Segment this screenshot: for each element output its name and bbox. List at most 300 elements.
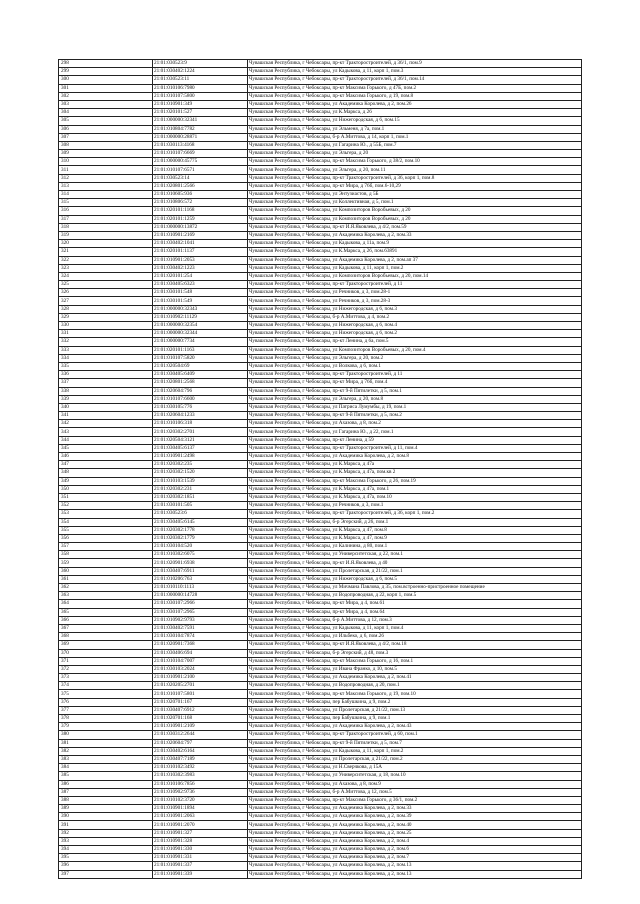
address-cell: Чувашская Республика, г Чебоксары, ул Эльгера, д 20, пом.8 — [248, 395, 582, 403]
cadastral-number-cell: 21:01:010106:7856 — [153, 780, 248, 788]
address-cell: Чувашская Республика, г Чебоксары, ул Ильбеко, д 6, пом.26 — [248, 633, 582, 641]
table-row — [59, 485, 582, 493]
cadastral-number-cell: 21:01:000000:32343 — [153, 305, 248, 313]
address-cell: Чувашская Республика, г Чебоксары, ул Волкова, д 6, пом.1 — [248, 362, 582, 370]
table-row — [59, 510, 582, 518]
row-number-cell: 369 — [59, 641, 153, 649]
address-cell: Чувашская Республика, г Чебоксары, пр-кт Тракторостроителей, д 36/1, пом.9 — [248, 60, 582, 68]
cadastral-number-cell: 21:01:020302:1851 — [153, 493, 248, 501]
address-cell: Чувашская Республика, г Чебоксары, ул Гагарина Ю., д 55Б, пом.7 — [248, 141, 582, 149]
cadastral-number-cell: 21:01:020801:2566 — [153, 182, 248, 190]
row-number-cell: 309 — [59, 150, 153, 158]
table-row — [59, 109, 582, 117]
address-cell: Чувашская Республика, г Чебоксары, ул Эльменя, д 7а, пом.1 — [248, 125, 582, 133]
table-row — [59, 870, 582, 878]
table-row — [59, 133, 582, 141]
cadastral-number-cell: 21:01:030107:2966 — [153, 600, 248, 608]
cadastral-number-cell: 21:01:030113:4168 — [153, 141, 248, 149]
table-row — [59, 813, 582, 821]
address-cell: Чувашская Республика, г Чебоксары, пр-кт Максима Горького, д 38/2, пом.10 — [248, 158, 582, 166]
row-number-cell: 379 — [59, 723, 153, 731]
table-row — [59, 289, 582, 297]
row-number-cell: 349 — [59, 477, 153, 485]
table-row — [59, 731, 582, 739]
table-row — [59, 256, 582, 264]
row-number-cell: 315 — [59, 199, 153, 207]
address-cell: Чувашская Республика, г Чебоксары, ул К.Маркса, д 47, пом.9 — [248, 534, 582, 542]
row-number-cell: 370 — [59, 649, 153, 657]
table-row — [59, 559, 582, 567]
address-cell: Чувашская Республика, г Чебоксары, ул Пролетарская, д 21/22, пом.1 — [248, 567, 582, 575]
cadastral-number-cell: 21:01:030402:1041 — [153, 240, 248, 248]
row-number-cell: 326 — [59, 289, 153, 297]
table-row — [59, 379, 582, 387]
table-row — [59, 158, 582, 166]
table-row — [59, 624, 582, 632]
address-cell: Чувашская Республика, г Чебоксары, ул К.Маркса, д 47а, пом.кв 2 — [248, 469, 582, 477]
row-number-cell: 340 — [59, 403, 153, 411]
property-table-body — [59, 60, 582, 879]
row-number-cell: 368 — [59, 633, 153, 641]
row-number-cell: 361 — [59, 575, 153, 583]
table-row — [59, 223, 582, 231]
row-number-cell: 355 — [59, 526, 153, 534]
cadastral-number-cell: 21:01:010804:7782 — [153, 125, 248, 133]
row-number-cell: 317 — [59, 215, 153, 223]
row-number-cell: 308 — [59, 141, 153, 149]
table-row — [59, 493, 582, 501]
cadastral-number-cell: 21:01:030523:11 — [153, 76, 248, 84]
table-row — [59, 477, 582, 485]
cadastral-number-cell: 21:01:010902:9793 — [153, 616, 248, 624]
address-cell: Чувашская Республика, г Чебоксары, ул Композиторов Воробьевых, д 20 — [248, 207, 582, 215]
address-cell: Чувашская Республика, г Чебоксары, пр-кт Максима Горького, д 19, пом.8 — [248, 92, 582, 100]
address-cell: Чувашская Республика, г Чебоксары, пр-кт Максима Горького, д 36/1, пом.2 — [248, 796, 582, 804]
table-row — [59, 747, 582, 755]
row-number-cell: 374 — [59, 682, 153, 690]
table-row — [59, 518, 582, 526]
address-cell: Чувашская Республика, г Чебоксары, ул Академика Королева, д 2, пом.39 — [248, 813, 582, 821]
table-row — [59, 141, 582, 149]
cadastral-number-cell: 21:01:010901:330 — [153, 846, 248, 854]
row-number-cell: 331 — [59, 330, 153, 338]
cadastral-number-cell: 21:01:030101:505 — [153, 502, 248, 510]
address-cell: Чувашская Республика, г Чебоксары, ул Энтузиастов, д 5Б — [248, 191, 582, 199]
table-row — [59, 723, 582, 731]
row-number-cell: 386 — [59, 780, 153, 788]
address-cell: Чувашская Республика, г Чебоксары, ул Композиторов Воробьевых, д 20, пом.4 — [248, 346, 582, 354]
row-number-cell: 321 — [59, 248, 153, 256]
cadastral-number-cell: 21:01:010605:936 — [153, 191, 248, 199]
cadastral-number-cell: 21:01:020205:2701 — [153, 682, 248, 690]
table-row — [59, 772, 582, 780]
row-number-cell: 353 — [59, 510, 153, 518]
table-row — [59, 346, 582, 354]
address-cell: Чувашская Республика, г Чебоксары, ул Эльгера, д 20, пом.2 — [248, 354, 582, 362]
row-number-cell: 300 — [59, 76, 153, 84]
table-row — [59, 231, 582, 239]
address-cell: Чувашская Республика, г Чебоксары, б-р А.Миттова, д 12, пом.3 — [248, 616, 582, 624]
cadastral-number-cell: 21:01:020302:1779 — [153, 534, 248, 542]
row-number-cell: 335 — [59, 362, 153, 370]
address-cell: Чувашская Республика, г Чебоксары, ул Эльгера, д 20, пом.11 — [248, 166, 582, 174]
table-row — [59, 272, 582, 280]
row-number-cell: 380 — [59, 731, 153, 739]
cadastral-number-cell: 21:01:010901:2109 — [153, 723, 248, 731]
address-cell: Чувашская Республика, г Чебоксары, ул К.Маркса, д 26, пом.63891 — [248, 248, 582, 256]
row-number-cell: 359 — [59, 559, 153, 567]
table-row — [59, 100, 582, 108]
table-row — [59, 805, 582, 813]
row-number-cell: 305 — [59, 117, 153, 125]
table-row — [59, 690, 582, 698]
row-number-cell: 362 — [59, 584, 153, 592]
table-row — [59, 264, 582, 272]
address-cell: Чувашская Республика, г Чебоксары, ул Ивана Франко, д 10, пом.5 — [248, 665, 582, 673]
cadastral-number-cell: 21:01:030405:6409 — [153, 371, 248, 379]
cadastral-number-cell: 21:01:010106:7980 — [153, 84, 248, 92]
address-cell: Чувашская Республика, г Чебоксары, ул Коллективная, д 5, пом.1 — [248, 199, 582, 207]
address-cell: Чувашская Республика, г Чебоксары, пр-кт Максима Горького, д 16, пом.1 — [248, 657, 582, 665]
table-row — [59, 715, 582, 723]
row-number-cell: 376 — [59, 698, 153, 706]
row-number-cell: 320 — [59, 240, 153, 248]
address-cell: Чувашская Республика, г Чебоксары, ул Композиторов Воробьевых, д 20, пом.14 — [248, 272, 582, 280]
row-number-cell: 360 — [59, 567, 153, 575]
address-cell: Чувашская Республика, г Чебоксары, ул Водопроводная, д 22, корп 1, пом.5 — [248, 592, 582, 600]
cadastral-number-cell: 21:01:030405:6137 — [153, 444, 248, 452]
address-cell: Чувашская Республика, г Чебоксары, ул Эльгера, д 20 — [248, 150, 582, 158]
row-number-cell: 395 — [59, 854, 153, 862]
row-number-cell: 306 — [59, 125, 153, 133]
table-row — [59, 305, 582, 313]
cadastral-number-cell: 21:01:020101:527 — [153, 109, 248, 117]
address-cell: Чувашская Республика, г Чебоксары, ул Академика Королева, д 2, пом.6 — [248, 846, 582, 854]
row-number-cell: 299 — [59, 68, 153, 76]
cadastral-number-cell: 21:01:000000:28871 — [153, 133, 248, 141]
cadastral-number-cell: 21:01:010901:339 — [153, 870, 248, 878]
address-cell: Чувашская Республика, г Чебоксары, б-р Эгерский, д 48, пом.3 — [248, 649, 582, 657]
table-row — [59, 354, 582, 362]
address-cell: Чувашская Республика, г Чебоксары, ул Нижегородская, д 6, пом.2 — [248, 330, 582, 338]
row-number-cell: 382 — [59, 747, 153, 755]
row-number-cell: 387 — [59, 788, 153, 796]
address-cell: Чувашская Республика, г Чебоксары, пр-кт Максима Горького, д 19, пом.10 — [248, 690, 582, 698]
cadastral-number-cell: 21:01:020101:1259 — [153, 215, 248, 223]
row-number-cell: 397 — [59, 870, 153, 878]
address-cell: Чувашская Республика, г Чебоксары, ул Речников, д 3, пом.28-3 — [248, 297, 582, 305]
address-cell: Чувашская Республика, г Чебоксары, ул Н.Сверчкова, д 15А — [248, 764, 582, 772]
address-cell: Чувашская Республика, г Чебоксары, ул Академика Королева, д 2, пом.25 — [248, 829, 582, 837]
cadastral-number-cell: 21:01:010107:6600 — [153, 395, 248, 403]
row-number-cell: 364 — [59, 600, 153, 608]
table-row — [59, 837, 582, 845]
cadastral-number-cell: 21:01:010102:3720 — [153, 796, 248, 804]
cadastral-number-cell: 21:01:010901:2498 — [153, 453, 248, 461]
address-cell: Чувашская Республика, г Чебоксары, ул Университетская, д 18, пом.10 — [248, 772, 582, 780]
cadastral-number-cell: 21:01:020604:797 — [153, 739, 248, 747]
row-number-cell: 329 — [59, 313, 153, 321]
cadastral-number-cell: 21:01:020101:254 — [153, 272, 248, 280]
cadastral-number-cell: 21:01:010901:328 — [153, 837, 248, 845]
table-row — [59, 191, 582, 199]
cadastral-number-cell: 21:01:030407:6912 — [153, 706, 248, 714]
row-number-cell: 385 — [59, 772, 153, 780]
row-number-cell: 341 — [59, 412, 153, 420]
table-row — [59, 215, 582, 223]
table-row — [59, 117, 582, 125]
table-row — [59, 469, 582, 477]
row-number-cell: 336 — [59, 371, 153, 379]
table-row — [59, 584, 582, 592]
address-cell: Чувашская Республика, г Чебоксары, ул Нижегородская, д 6, пом.4 — [248, 322, 582, 330]
table-row — [59, 764, 582, 772]
row-number-cell: 323 — [59, 264, 153, 272]
cadastral-number-cell: 21:01:030407:6911 — [153, 567, 248, 575]
row-number-cell: 363 — [59, 592, 153, 600]
cadastral-number-cell: 21:01:010901:2169 — [153, 231, 248, 239]
cadastral-number-cell: 21:01:010106:318 — [153, 420, 248, 428]
table-row — [59, 829, 582, 837]
address-cell: Чувашская Республика, г Чебоксары, ул Академика Королева, д 2, пом.40 — [248, 821, 582, 829]
address-cell: Чувашская Республика, г Чебоксары, ул Академика Королева, д 2, пом.33 — [248, 231, 582, 239]
cadastral-number-cell: 21:01:030103:2024 — [153, 665, 248, 673]
table-row — [59, 567, 582, 575]
address-cell: Чувашская Республика, г Чебоксары, пр-кт Мира, д 76б, пом.4 — [248, 379, 582, 387]
address-cell: Чувашская Республика, г Чебоксары, пр-кт Мира, д 76б, пом.6-10,29 — [248, 182, 582, 190]
table-row — [59, 502, 582, 510]
cadastral-number-cell: 21:01:010302:6075 — [153, 551, 248, 559]
cadastral-number-cell: 21:01:020604:1233 — [153, 412, 248, 420]
address-cell: Чувашская Республика, г Чебоксары, ул Академика Королева, д 2, пом.13 — [248, 862, 582, 870]
row-number-cell: 310 — [59, 158, 153, 166]
cadastral-number-cell: 21:01:030312:2644 — [153, 731, 248, 739]
cadastral-number-cell: 21:01:010103:1539 — [153, 477, 248, 485]
address-cell: Чувашская Республика, г Чебоксары, ул Композиторов Воробьевых, д 20 — [248, 215, 582, 223]
cadastral-number-cell: 21:01:020101:1168 — [153, 207, 248, 215]
address-cell: Чувашская Республика, г Чебоксары, ул К.Маркса, д 47а, пом.1 — [248, 485, 582, 493]
table-row — [59, 182, 582, 190]
address-cell: Чувашская Республика, г Чебоксары, ул Речников, д 3, пом.28-1 — [248, 289, 582, 297]
address-cell: Чувашская Республика, г Чебоксары, пр-кт Максима Горького, д 26, пом.19 — [248, 477, 582, 485]
row-number-cell: 304 — [59, 109, 153, 117]
cadastral-number-cell: 21:01:030405:6323 — [153, 281, 248, 289]
table-row — [59, 543, 582, 551]
address-cell: Чувашская Республика, г Чебоксары, пр-кт Тракторостроителей, д 36/1, пом.14 — [248, 76, 582, 84]
table-row — [59, 682, 582, 690]
row-number-cell: 389 — [59, 805, 153, 813]
row-number-cell: 324 — [59, 272, 153, 280]
address-cell: Чувашская Республика, г Чебоксары, ул Кадыкова, д 11, корп 1, пом.4 — [248, 624, 582, 632]
table-row — [59, 387, 582, 395]
address-cell: Чувашская Республика, г Чебоксары, ул Кадыкова, д 11, корп 1, пом.3 — [248, 68, 582, 76]
row-number-cell: 313 — [59, 182, 153, 190]
table-row — [59, 92, 582, 100]
table-row — [59, 821, 582, 829]
table-row — [59, 412, 582, 420]
table-row — [59, 854, 582, 862]
cadastral-number-cell: 21:01:010901:2100 — [153, 674, 248, 682]
row-number-cell: 352 — [59, 502, 153, 510]
cadastral-number-cell: 21:01:000000:7734 — [153, 338, 248, 346]
row-number-cell: 381 — [59, 739, 153, 747]
address-cell: Чувашская Республика, г Чебоксары, б-р А.Миттова, д 14, корп 1, пом.1 — [248, 133, 582, 141]
address-cell: Чувашская Республика, г Чебоксары, ул К.Маркса, д 47а, пом.10 — [248, 493, 582, 501]
row-number-cell: 325 — [59, 281, 153, 289]
table-row — [59, 706, 582, 714]
table-row — [59, 240, 582, 248]
cadastral-number-cell: 21:01:020101:1163 — [153, 346, 248, 354]
table-row — [59, 207, 582, 215]
cadastral-number-cell: 21:01:020302:1778 — [153, 526, 248, 534]
cadastral-number-cell: 21:01:000000:45775 — [153, 158, 248, 166]
row-number-cell: 298 — [59, 60, 153, 68]
address-cell: Чувашская Республика, г Чебоксары, ул Пролетарская, д 21/22, пом.13 — [248, 706, 582, 714]
row-number-cell: 316 — [59, 207, 153, 215]
row-number-cell: 347 — [59, 461, 153, 469]
cadastral-number-cell: 21:01:010901:349 — [153, 100, 248, 108]
address-cell: Чувашская Республика, г Чебоксары, ул Академика Королева, д 2, пом.7 — [248, 854, 582, 862]
cadastral-number-cell: 21:01:030101:548 — [153, 289, 248, 297]
address-cell: Чувашская Республика, г Чебоксары, ул Академика Королева, д 2, пом.ап 37 — [248, 256, 582, 264]
cadastral-number-cell: 21:01:010806:572 — [153, 199, 248, 207]
row-number-cell: 342 — [59, 420, 153, 428]
address-cell: Чувашская Республика, г Чебоксары, пр-кт Максима Горького, д 47Б, пом.2 — [248, 84, 582, 92]
table-row — [59, 674, 582, 682]
row-number-cell: 302 — [59, 92, 153, 100]
table-row — [59, 534, 582, 542]
address-cell: Чувашская Республика, г Чебоксары, ул Речников, д 3, пом.1 — [248, 502, 582, 510]
row-number-cell: 345 — [59, 444, 153, 452]
cadastral-number-cell: 21:01:030105:776 — [153, 403, 248, 411]
address-cell: Чувашская Республика, г Чебоксары, ул Мичмана Павлова, д 35, пом.встроенно-пристроенное помещение — [248, 584, 582, 592]
table-row — [59, 739, 582, 747]
table-row — [59, 698, 582, 706]
address-cell: Чувашская Республика, г Чебоксары, пр-кт Мира, д 4, пом.64 — [248, 608, 582, 616]
table-row — [59, 526, 582, 534]
cadastral-number-cell: 21:01:020604:796 — [153, 387, 248, 395]
cadastral-number-cell: 21:01:030523:9 — [153, 60, 248, 68]
address-cell: Чувашская Республика, г Чебоксары, ул Пролетарская, д 21/22, пом.2 — [248, 755, 582, 763]
table-row — [59, 453, 582, 461]
row-number-cell: 391 — [59, 821, 153, 829]
row-number-cell: 373 — [59, 674, 153, 682]
table-row — [59, 796, 582, 804]
table-row — [59, 199, 582, 207]
cadastral-number-cell: 21:01:010901:2063 — [153, 813, 248, 821]
address-cell: Чувашская Республика, г Чебоксары, ул Нижегородская, д 6, пом.3 — [248, 305, 582, 313]
address-cell: Чувашская Республика, г Чебоксары, пр-кт Тракторостроителей, д 36, корп 1, пом.8 — [248, 174, 582, 182]
table-row — [59, 362, 582, 370]
cadastral-number-cell: 21:01:030406:694 — [153, 649, 248, 657]
address-cell: Чувашская Республика, г Чебоксары, пр-кт 9-й Пятилетки, д 5, пом.2 — [248, 412, 582, 420]
address-cell: Чувашская Республика, г Чебоксары, б-р Эгерский, д 26, пом.1 — [248, 518, 582, 526]
row-number-cell: 343 — [59, 428, 153, 436]
address-cell: Чувашская Республика, г Чебоксары, ул Академика Королева, д 2, пом.8 — [248, 453, 582, 461]
row-number-cell: 356 — [59, 534, 153, 542]
cadastral-number-cell: 21:01:020801:2568 — [153, 379, 248, 387]
table-row — [59, 428, 582, 436]
row-number-cell: 318 — [59, 223, 153, 231]
table-row — [59, 641, 582, 649]
property-table — [58, 59, 582, 879]
row-number-cell: 344 — [59, 436, 153, 444]
row-number-cell: 372 — [59, 665, 153, 673]
row-number-cell: 328 — [59, 305, 153, 313]
row-number-cell: 327 — [59, 297, 153, 305]
address-cell: Чувашская Республика, г Чебоксары, ул Университетская, д 22, пом.1 — [248, 551, 582, 559]
row-number-cell: 350 — [59, 485, 153, 493]
cadastral-number-cell: 21:01:010902:9736 — [153, 788, 248, 796]
address-cell: Чувашская Республика, г Чебоксары, ул Академика Королева, д 2, пом.43 — [248, 723, 582, 731]
table-row — [59, 68, 582, 76]
cadastral-number-cell: 21:01:030523:14 — [153, 174, 248, 182]
address-cell: Чувашская Республика, г Чебоксары, пр-кт Тракторостроителей, д 11 — [248, 371, 582, 379]
address-cell: Чувашская Республика, г Чебоксары, пр-кт Тракторостроителей, д 11, пом.4 — [248, 444, 582, 452]
cadastral-number-cell: 21:01:010901:2070 — [153, 821, 248, 829]
row-number-cell: 366 — [59, 616, 153, 624]
table-row — [59, 616, 582, 624]
row-number-cell: 348 — [59, 469, 153, 477]
table-row — [59, 313, 582, 321]
address-cell: Чувашская Республика, г Чебоксары, б-р А.Миттова, д 4, пом.2 — [248, 313, 582, 321]
cadastral-number-cell: 21:01:020302:231 — [153, 485, 248, 493]
address-cell: Чувашская Республика, г Чебоксары, ул Калинина, д 80, пом.1 — [248, 543, 582, 551]
cadastral-number-cell: 21:01:010901:2053 — [153, 256, 248, 264]
cadastral-number-cell: 21:01:020101:1137 — [153, 248, 248, 256]
table-row — [59, 575, 582, 583]
cadastral-number-cell: 21:01:030107:2965 — [153, 608, 248, 616]
address-cell: Чувашская Республика, г Чебоксары, пер Бабушкина, д 9, пом.1 — [248, 715, 582, 723]
address-cell: Чувашская Республика, г Чебоксары, пр-кт 9-й Пятилетки, д 5, пом.7 — [248, 739, 582, 747]
address-cell: Чувашская Республика, г Чебоксары, ул Академика Королева, д 2, пом.41 — [248, 674, 582, 682]
cadastral-number-cell: 21:01:010107:5801 — [153, 690, 248, 698]
row-number-cell: 367 — [59, 624, 153, 632]
cadastral-number-cell: 21:01:010104:7007 — [153, 657, 248, 665]
cadastral-number-cell: 21:01:030104:520 — [153, 543, 248, 551]
address-cell: Чувашская Республика, г Чебоксары, пр-кт Тракторостроителей, д 60, пом.1 — [248, 731, 582, 739]
row-number-cell: 358 — [59, 551, 153, 559]
table-row — [59, 592, 582, 600]
cadastral-number-cell: 21:01:030402:1224 — [153, 68, 248, 76]
cadastral-number-cell: 21:01:010206:763 — [153, 575, 248, 583]
table-row — [59, 633, 582, 641]
address-cell: Чувашская Республика, г Чебоксары, ул Гагарина Ю., д 22, пом.1 — [248, 428, 582, 436]
address-cell: Чувашская Республика, г Чебоксары, пр-кт Ленина, д 59 — [248, 436, 582, 444]
address-cell: Чувашская Республика, г Чебоксары, ул Академика Королева, д 2, пом.33 — [248, 805, 582, 813]
address-cell: Чувашская Республика, г Чебоксары, пер Бабушкина, д 9, пом.2 — [248, 698, 582, 706]
cadastral-number-cell: 21:01:010107:5800 — [153, 92, 248, 100]
row-number-cell: 312 — [59, 174, 153, 182]
table-row — [59, 788, 582, 796]
cadastral-number-cell: 21:01:010102:3492 — [153, 764, 248, 772]
cadastral-number-cell: 21:01:030402:6164 — [153, 747, 248, 755]
row-number-cell: 388 — [59, 796, 153, 804]
address-cell: Чувашская Республика, г Чебоксары, ул К.Маркса, д 47а — [248, 461, 582, 469]
address-cell: Чувашская Республика, г Чебоксары, ул Кадыкова, д 11, корп 1, пом.2 — [248, 264, 582, 272]
cadastral-number-cell: 21:01:010901:327 — [153, 829, 248, 837]
row-number-cell: 307 — [59, 133, 153, 141]
cadastral-number-cell: 21:01:030104:7874 — [153, 633, 248, 641]
table-row — [59, 780, 582, 788]
address-cell: Чувашская Республика, г Чебоксары, пр-кт Мира, д 4, пом.61 — [248, 600, 582, 608]
cadastral-number-cell: 21:01:030523:6 — [153, 510, 248, 518]
row-number-cell: 332 — [59, 338, 153, 346]
table-row — [59, 600, 582, 608]
address-cell: Чувашская Республика, г Чебоксары, ул Водопроводная, д 20, пом.1 — [248, 682, 582, 690]
cadastral-number-cell: 21:01:020701:168 — [153, 715, 248, 723]
cadastral-number-cell: 21:01:030402:7591 — [153, 624, 248, 632]
